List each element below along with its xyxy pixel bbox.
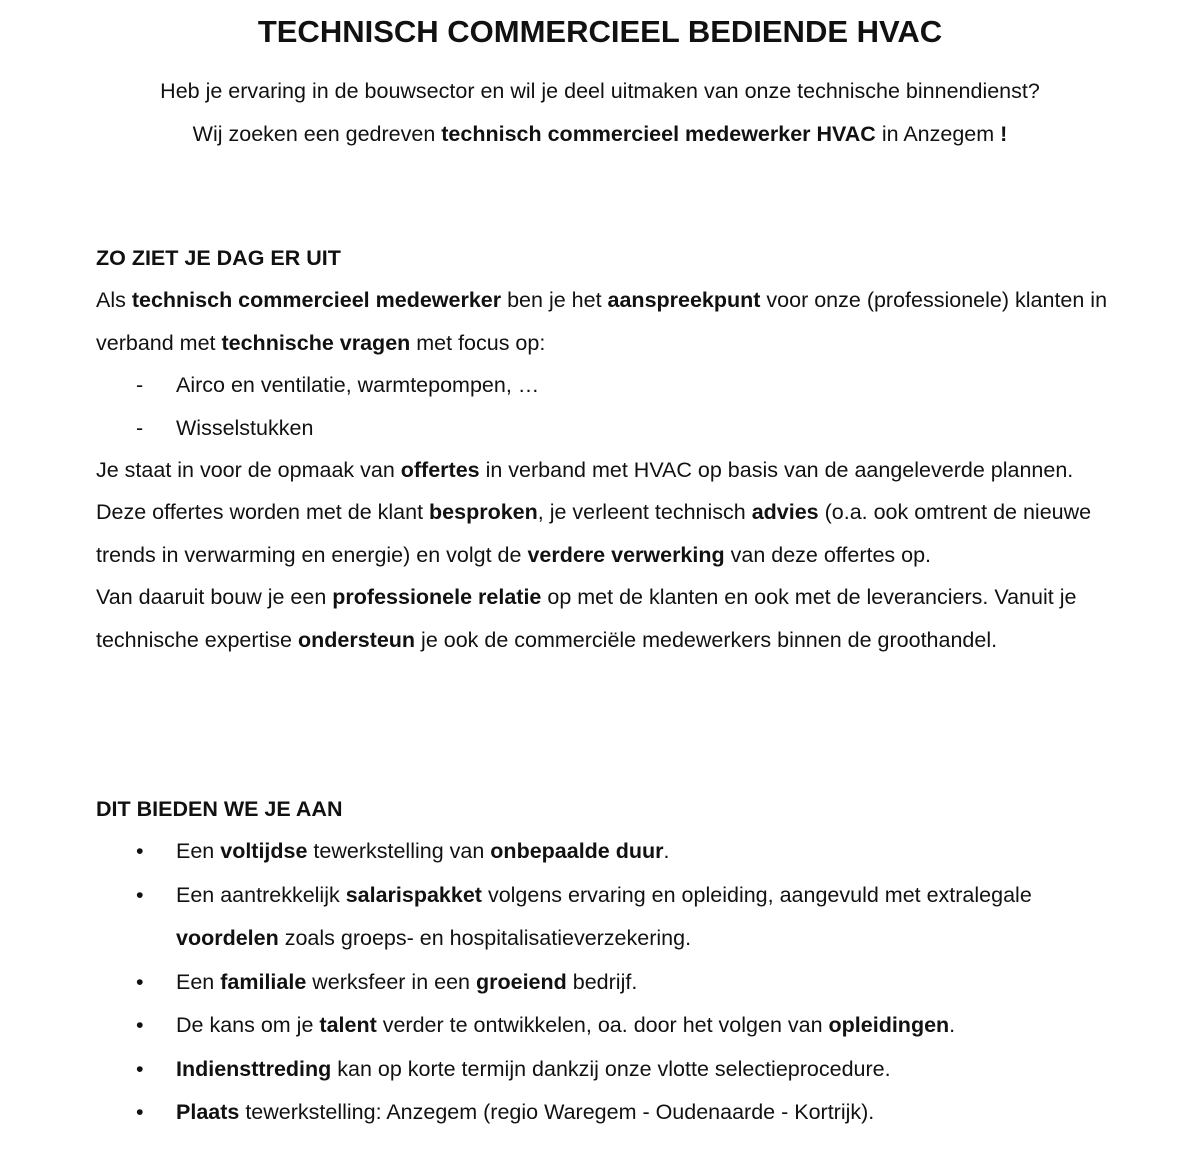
bold-text: Indiensttreding <box>176 1056 332 1081</box>
page-title: TECHNISCH COMMERCIEEL BEDIENDE HVAC <box>257 14 943 49</box>
text-run: (o.a. ook omtrent de nieuwe trends in verwarming en energie) en volgt de <box>96 500 1092 567</box>
bullet-marker: • <box>136 839 144 864</box>
list-item-text <box>176 1100 874 1124</box>
list-item-text <box>176 839 670 863</box>
bullet-marker: • <box>136 1100 144 1125</box>
list-item-text <box>176 970 637 994</box>
text-run: . <box>663 839 670 864</box>
text-run: je ook de commerciële medewerkers binnen de groothandel. <box>415 627 998 652</box>
bold-text: technische vragen <box>221 330 411 355</box>
bold-text: salarispakket <box>345 882 482 907</box>
text-run: zoals groeps- en hospitalisatieverzekering. <box>278 926 692 951</box>
section-heading: ZO ZIET JE DAG ER UIT <box>96 246 341 270</box>
text-run: Je staat in voor de opmaak van <box>96 458 401 483</box>
list-item-text <box>176 1057 891 1081</box>
list-item-text <box>176 883 1032 951</box>
text-run: Wij zoeken een gedreven <box>192 122 442 146</box>
intro-line <box>0 113 1200 156</box>
bold-text: Plaats <box>176 1100 240 1125</box>
bold-text: opleidingen <box>828 1013 950 1038</box>
text-run: werksfeer in een <box>306 969 476 994</box>
text-run: , je verleent technisch <box>537 500 752 525</box>
text-run: Een aantrekkelijk <box>176 882 346 907</box>
text-run: kan op korte termijn dankzij onze vlotte selectieprocedure. <box>331 1056 891 1081</box>
bullet-marker: • <box>136 882 144 907</box>
text-run: Van daaruit bouw je een <box>96 585 333 610</box>
section-heading: DIT BIEDEN WE JE AAN <box>96 797 343 821</box>
text-run: Wisselstukken <box>176 415 314 440</box>
text-run: . <box>949 1013 956 1038</box>
text-run: voor onze (professionele) klanten in verband met <box>96 288 1108 355</box>
bold-text: professionele relatie <box>332 585 542 610</box>
list-item <box>96 874 1111 961</box>
list-item <box>96 961 1111 1005</box>
bold-text: advies <box>751 500 819 525</box>
list-item <box>96 407 1111 449</box>
text-run: Als <box>96 288 132 313</box>
list-item <box>96 364 1111 406</box>
bold-text: familiale <box>220 969 307 994</box>
paragraph <box>96 279 1111 364</box>
bold-text: onbepaalde duur <box>490 839 664 864</box>
list-item <box>96 1004 1111 1048</box>
list-item-text <box>176 1013 955 1037</box>
dash-marker: - <box>136 415 144 440</box>
bold-text: offertes <box>400 458 480 483</box>
bold-text: groeiend <box>475 969 567 994</box>
bullet-marker: • <box>136 969 144 994</box>
text-run: tewerkstelling: Anzegem (regio Waregem - Oudenaarde - Kortrijk). <box>239 1100 875 1125</box>
focus-list <box>96 364 1111 449</box>
text-run: in Anzegem <box>875 122 1001 146</box>
bold-text: voordelen <box>176 926 279 951</box>
text-run: op met de klanten en ook met de leveranciers. Vanuit je technische expertise <box>96 585 1077 652</box>
list-item <box>96 1091 1111 1135</box>
text-run: volgens ervaring en opleiding, aangevuld met extralegale <box>481 882 1032 907</box>
bold-text: ondersteun <box>297 627 416 652</box>
text-run: van deze offertes op. <box>724 542 932 567</box>
text-run: bedrijf. <box>566 969 638 994</box>
bullet-marker: • <box>136 1056 144 1081</box>
intro <box>0 70 1200 156</box>
text-run: De kans om je <box>176 1013 320 1038</box>
list-item-text <box>176 373 539 397</box>
bold-text: voltijdse <box>220 839 308 864</box>
section-day <box>96 237 1111 661</box>
dash-marker: - <box>136 373 144 398</box>
list-item <box>96 1048 1111 1092</box>
text-run: in verband met HVAC op basis van de aangeleverde plannen. Deze offertes worden met de klant <box>96 458 1074 525</box>
section-offer <box>96 788 1111 1135</box>
paragraph <box>96 449 1111 576</box>
text-run: tewerkstelling van <box>307 839 491 864</box>
text-run: verder te ontwikkelen, oa. door het volgen van <box>376 1013 829 1038</box>
bold-text: aanspreekpunt <box>607 288 761 313</box>
list-item-text <box>176 416 313 440</box>
text-run: Airco en ventilatie, warmtepompen, … <box>176 373 540 398</box>
bold-text: verdere verwerking <box>527 542 725 567</box>
list-item <box>96 830 1111 874</box>
text-run: Een <box>176 839 221 864</box>
bold-text: technisch commercieel medewerker <box>131 288 502 313</box>
bold-text: talent <box>319 1013 377 1038</box>
paragraph <box>96 576 1111 661</box>
text-run: ben je het <box>501 288 608 313</box>
bullet-marker: • <box>136 1013 144 1038</box>
text-run: Heb je ervaring in de bouwsector en wil je deel uitmaken van onze technische binnendienst? <box>160 79 1040 103</box>
text-run: met focus op: <box>410 330 546 355</box>
bold-text: technisch commercieel medewerker HVAC <box>441 122 876 146</box>
bold-text: besproken <box>429 500 538 525</box>
offer-list <box>96 830 1111 1135</box>
bold-text: ! <box>1000 122 1008 146</box>
text-run: Een <box>176 969 221 994</box>
intro-line <box>0 70 1200 113</box>
